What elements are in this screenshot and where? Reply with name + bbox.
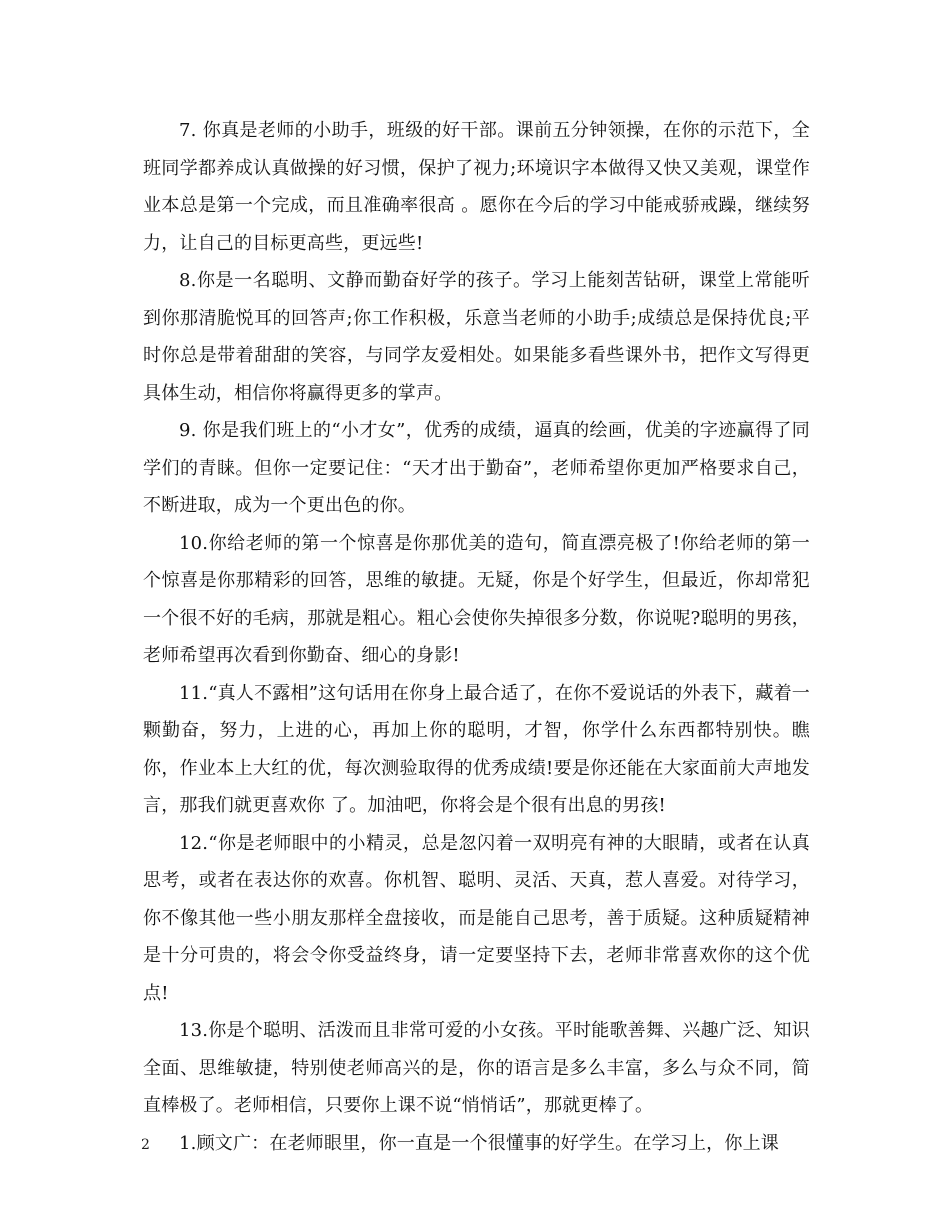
paragraph-11: 11.“真人不露相”这句话用在你身上最合适了，在你不爱说话的外表下，藏着一颗勤奋，努力，上进的心，再加上你的聪明，才智，你学什么东西都特别快。瞧你，作业本上大红的优，每次测验取得的优秀成绩!要是你还能在大家面前大声地发言，那我们就更喜欢你 了。加油吧，你将会是个很有出息的男孩! xyxy=(143,682,810,816)
document-body xyxy=(143,112,810,1162)
page-number: 2 xyxy=(141,1137,150,1153)
paragraph-8: 8.你是一名聪明、文静而勤奋好学的孩子。学习上能刻苦钻研，课堂上常能听到你那清脆悦耳的回答声;你工作积极，乐意当老师的小助手;成绩总是保持优良;平时你总是带着甜甜的笑容，与同学友爱相处。如果能多看些课外书，把作文写得更具体生动，相信你将赢得更多的掌声。 xyxy=(143,270,810,404)
paragraph-9: 9. 你是我们班上的“小才女”，优秀的成绩，逼真的绘画，优美的字迹赢得了同学们的青睐。但你一定要记住：“天才出于勤奋”，老师希望你更加严格要求自己，不断进取，成为一个更出色的你。 xyxy=(143,420,810,516)
paragraph-10: 10.你给老师的第一个惊喜是你那优美的造句，简直漂亮极了!你给老师的第一个惊喜是你那精彩的回答，思维的敏捷。无疑，你是个好学生，但最近，你却常犯一个很不好的毛病，那就是粗心。粗心会使你失掉很多分数，你说呢?聪明的男孩，老师希望再次看到你勤奋、细心的身影! xyxy=(143,532,810,666)
paragraph-13: 13.你是个聪明、活泼而且非常可爱的小女孩。平时能歌善舞、兴趣广泛、知识全面、思维敏捷，特别使老师高兴的是，你的语言是多么丰富，多么与众不同，简直棒极了。老师相信，只要你上课不说“悄悄话”，那就更棒了。 xyxy=(143,1020,810,1116)
paragraph-7: 7. 你真是老师的小助手，班级的好干部。课前五分钟领操，在你的示范下，全班同学都养成认真做操的好习惯，保护了视力;环境识字本做得又快又美观，课堂作业本总是第一个完成，而且准确率很高 。愿你在今后的学习中能戒骄戒躁，继续努力，让自己的目标更高些，更远些! xyxy=(143,120,810,254)
paragraph-1-gu-wenguang: 1.顾文广：在老师眼里，你一直是一个很懂事的好学生。在学习上，你上课 xyxy=(179,1132,779,1154)
paragraph-12: 12.“你是老师眼中的小精灵，总是忽闪着一双明亮有神的大眼睛，或者在认真思考，或者在表达你的欢喜。你机智、聪明、灵活、天真，惹人喜爱。对待学习，你不像其他一些小朋友那样全盘接收，而是能自己思考，善于质疑。这种质疑精神是十分可贵的，将会令你受益终身，请一定要坚持下去，老师非常喜欢你的这个优点! xyxy=(143,832,810,1004)
